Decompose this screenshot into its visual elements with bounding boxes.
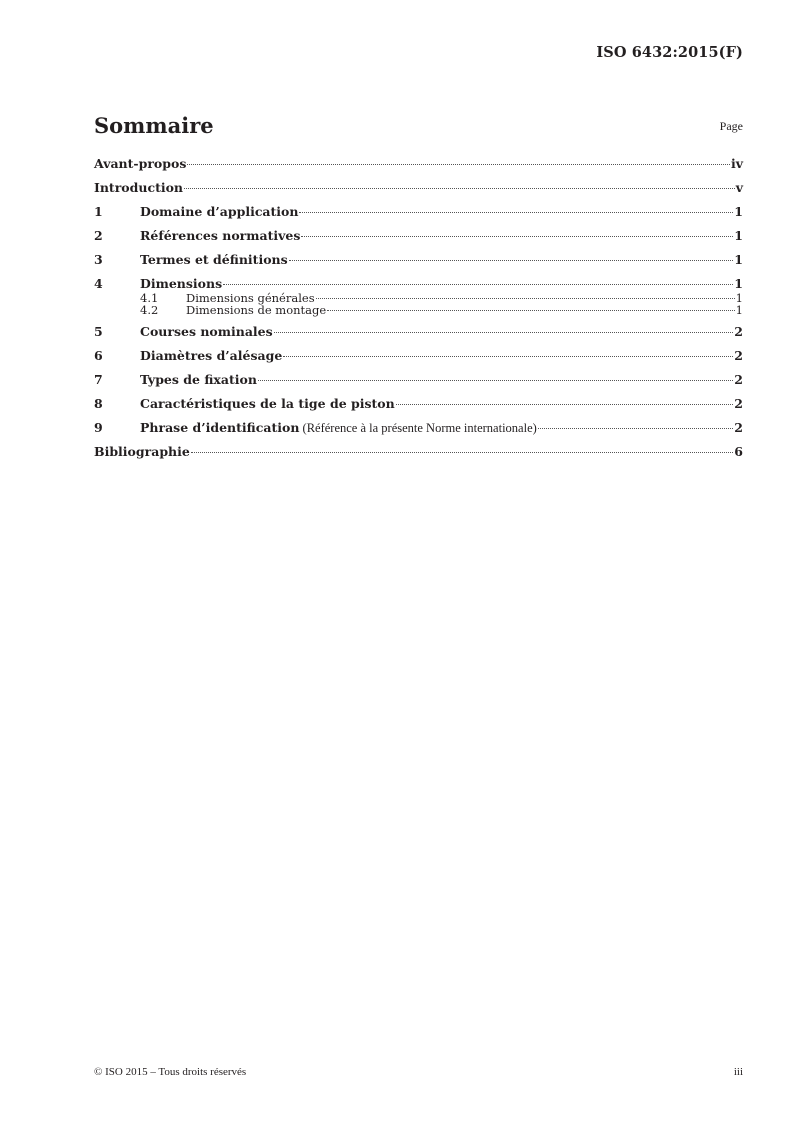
toc-entry-bibliography[interactable]	[94, 444, 743, 460]
toc-entry-title: Caractéristiques de la tige de piston	[140, 396, 395, 411]
toc-entry-page: 2	[734, 324, 743, 339]
toc-entry-page: 1	[734, 204, 743, 219]
toc-entry-bore-diameters[interactable]	[94, 348, 743, 364]
toc-entry-page: 2	[734, 396, 743, 411]
toc-subentry-page: 1	[735, 303, 743, 317]
toc-entry-page: 1	[734, 228, 743, 243]
toc-entry-number: 6	[94, 348, 103, 363]
toc-entry-title: Phrase d’identification	[140, 420, 300, 435]
dot-leader	[289, 260, 734, 261]
dot-leader	[538, 428, 734, 429]
toc-page-column-label: Page	[719, 119, 743, 133]
toc-entry-number: 5	[94, 324, 103, 339]
toc-subentry-title: Dimensions générales	[186, 291, 315, 305]
toc-entry-page: v	[735, 180, 743, 195]
toc-entry-title: Introduction	[94, 180, 184, 195]
dot-leader	[327, 310, 734, 311]
toc-entry-number: 7	[94, 372, 103, 387]
toc-entry-piston-rod-characteristics[interactable]	[94, 396, 743, 412]
toc-entry-title: Avant-propos	[94, 156, 187, 171]
toc-entry-mounting-types[interactable]	[94, 372, 743, 388]
toc-entry-number: 3	[94, 252, 103, 267]
toc-entry-title: Types de fixation	[140, 372, 257, 387]
dot-leader	[396, 404, 734, 405]
toc-entry-page: 1	[734, 276, 743, 291]
dot-leader	[187, 164, 730, 165]
toc-subentry-title: Dimensions de montage	[186, 303, 327, 317]
toc-entry-page: 2	[734, 348, 743, 363]
toc-subentry-number: 4.2	[140, 303, 159, 317]
toc-entry-title: Dimensions	[140, 276, 223, 291]
footer-copyright: © ISO 2015 – Tous droits réservés	[94, 1066, 247, 1078]
dot-leader	[301, 236, 733, 237]
toc-entry-page: 2	[734, 420, 743, 435]
toc-entry-dimensions[interactable]	[94, 276, 743, 292]
toc-entry-title: Références normatives	[140, 228, 301, 243]
toc-entry-number: 4	[94, 276, 103, 291]
toc-entry-introduction[interactable]	[94, 180, 743, 196]
dot-leader	[283, 356, 733, 357]
toc-subentry-page: 1	[735, 291, 743, 305]
dot-leader	[258, 380, 733, 381]
toc-entry-terms-definitions[interactable]	[94, 252, 743, 268]
toc-entry-scope[interactable]	[94, 204, 743, 220]
dot-leader	[191, 452, 733, 453]
toc-entry-page: 2	[734, 372, 743, 387]
toc-subentry-number: 4.1	[140, 291, 159, 305]
dot-leader	[223, 284, 733, 285]
toc-heading-row	[94, 113, 743, 139]
toc-entry-normative-references[interactable]	[94, 228, 743, 244]
document-reference: ISO 6432:2015(F)	[596, 44, 743, 61]
toc-entry-nominal-strokes[interactable]	[94, 324, 743, 340]
toc-entry-title-suffix: (Référence à la présente Norme internationale)	[299, 421, 537, 435]
toc-entry-number: 2	[94, 228, 103, 243]
toc-subentry-mounting-dimensions[interactable]	[94, 304, 743, 316]
toc-entry-title: Bibliographie	[94, 444, 190, 459]
dot-leader	[316, 298, 735, 299]
toc-entry-title: Domaine d’application	[140, 204, 299, 219]
dot-leader	[299, 212, 733, 213]
toc-entry-page: 1	[734, 252, 743, 267]
table-of-contents	[94, 156, 743, 468]
toc-entry-identification-statement[interactable]	[94, 420, 743, 436]
toc-entry-title: Termes et définitions	[140, 252, 288, 267]
dot-leader	[274, 332, 734, 333]
footer-page-number: iii	[733, 1066, 743, 1078]
toc-entry-number: 8	[94, 396, 103, 411]
toc-entry-page: iv	[730, 156, 743, 171]
toc-title: Sommaire	[94, 113, 214, 138]
dot-leader	[184, 188, 735, 189]
toc-entry-page: 6	[734, 444, 743, 459]
toc-entry-number: 9	[94, 420, 103, 435]
toc-entry-title: Courses nominales	[140, 324, 273, 339]
toc-entry-title-group	[140, 420, 537, 436]
toc-entry-title: Diamètres d’alésage	[140, 348, 283, 363]
toc-entry-foreword[interactable]	[94, 156, 743, 172]
toc-entry-number: 1	[94, 204, 103, 219]
